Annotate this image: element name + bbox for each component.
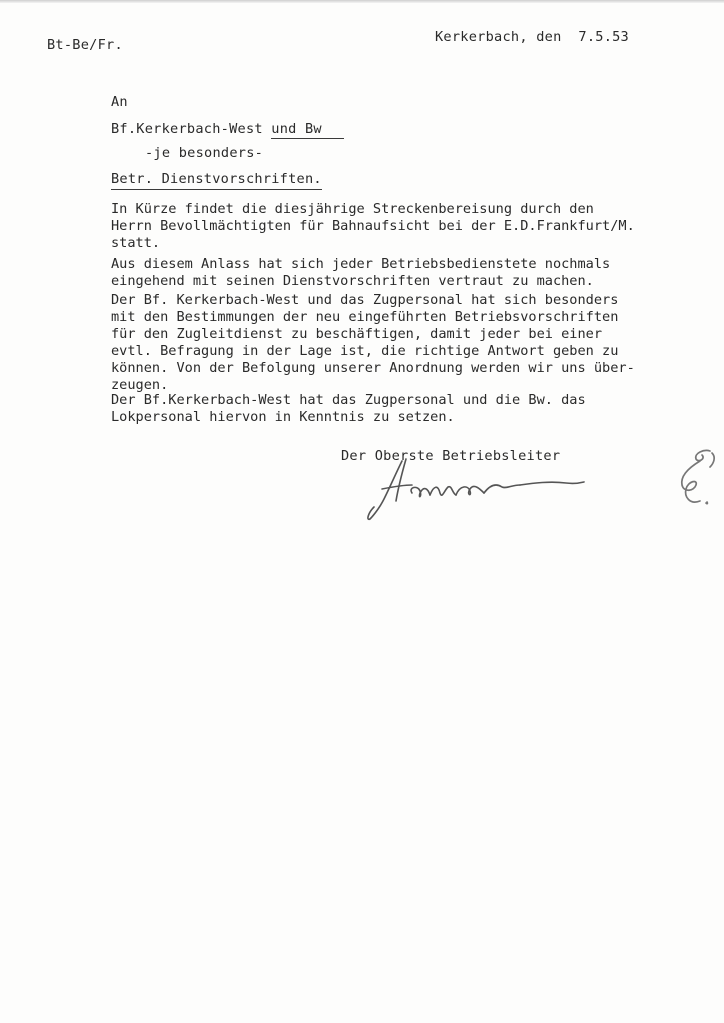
handwritten-initials <box>660 445 722 515</box>
paragraph-4 <box>111 392 586 426</box>
letter-date: 7.5.53 <box>578 29 629 45</box>
recipient-line <box>111 121 344 138</box>
signatory-title: Der Oberste Betriebsleiter <box>341 448 561 464</box>
paragraph-line: statt. <box>111 235 161 251</box>
paragraph-line: Der Bf. Kerkerbach-West und das Zugpersonal hat sich besonders <box>111 292 619 308</box>
subject-line: Betr. Dienstvorschriften. <box>111 171 322 190</box>
paragraph-2 <box>111 256 610 290</box>
place-date <box>435 29 629 46</box>
paragraph-line: Aus diesem Anlass hat sich jeder Betriebsbedienstete nochmals <box>111 256 611 272</box>
salutation: An <box>111 94 128 110</box>
paragraph-line: eingehend mit seinen Dienstvorschriften vertraut zu machen. <box>111 273 594 289</box>
paragraph-line: evtl. Befragung in der Lage ist, die richtige Antwort geben zu <box>111 343 619 359</box>
recipient-and: und Bw <box>271 121 344 139</box>
paragraph-line: mit den Bestimmungen der neu eingeführten Betriebsvorschriften <box>111 309 619 325</box>
recipient-note: -je besonders- <box>145 145 264 161</box>
paragraph-line: Der Bf.Kerkerbach-West hat das Zugpersonal und die Bw. das <box>111 392 586 408</box>
paragraph-line: zeugen. <box>111 377 169 393</box>
paragraph-line: können. Von der Befolgung unserer Anordnung werden wir uns über- <box>111 360 635 376</box>
place-date-prefix: Kerkerbach, den <box>435 29 562 45</box>
paragraph-line: Herrn Bevollmächtigten für Bahnaufsicht bei der E.D.Frankfurt/M. <box>111 218 635 234</box>
paragraph-line: für den Zugleitdienst zu beschäftigen, damit jeder bei einer <box>111 326 603 342</box>
paragraph-1 <box>111 201 635 252</box>
reference-code: Bt-Be/Fr. <box>47 37 123 53</box>
paragraph-line: In Kürze findet die diesjährige Streckenbereisung durch den <box>111 201 594 217</box>
recipient-station: Bf.Kerkerbach-West <box>111 121 263 137</box>
handwritten-signature <box>362 455 592 525</box>
paragraph-3 <box>111 292 635 394</box>
paragraph-line: Lokpersonal hiervon in Kenntnis zu setzen. <box>111 409 455 425</box>
scan-top-edge <box>0 0 724 3</box>
